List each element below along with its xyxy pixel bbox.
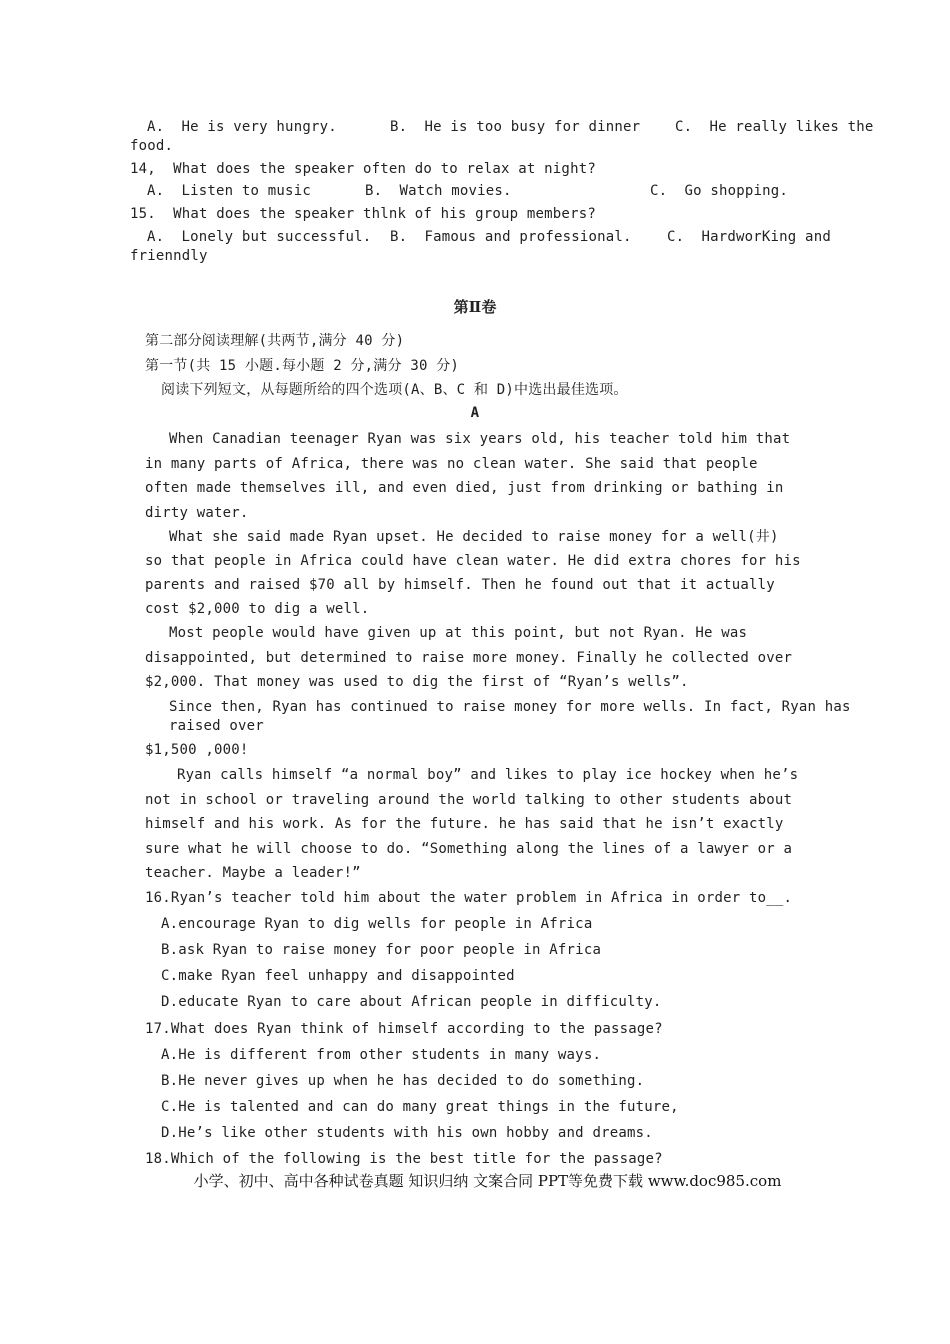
q14-option-b: B. Watch movies. [365, 183, 512, 199]
passage-line: dirty water. [145, 505, 249, 521]
option-text: He’s like other students with his own hobby and dreams. [178, 1125, 653, 1141]
passage-line: often made themselves ill, and even died, just from drinking or bathing in [145, 480, 784, 496]
question-16-option-a [161, 915, 592, 933]
passage-line: Since then, Ryan has continued to raise money for more wells. In fact, Ryan has [169, 699, 851, 715]
option-letter: D. [161, 1125, 179, 1141]
passage-line: in many parts of Africa, there was no clean water. She said that people [145, 456, 758, 472]
q13-option-c-continued: food. [130, 138, 174, 154]
option-letter: A. [161, 1047, 179, 1063]
q15-option-c: C. HardworKing and [667, 229, 831, 245]
q15-option-b: B. Famous and professional. [390, 229, 632, 245]
part2-instruction: 阅读下列短文，从每题所给的四个选项(A、B、C 和 D)中选出最佳选项。 [161, 382, 628, 398]
passage-line: raised over [169, 718, 264, 734]
option-letter: A. [161, 916, 179, 932]
passage-line: Most people would have given up at this point, but not Ryan. He was [169, 625, 748, 641]
option-letter: C. [161, 968, 179, 984]
passage-line: cost $2,000 to dig a well. [145, 601, 370, 617]
passage-line: disappointed, but determined to raise more money. Finally he collected over [145, 650, 793, 666]
option-text: ask Ryan to raise money for poor people in Africa [178, 942, 602, 958]
question-17-option-b [161, 1072, 644, 1090]
option-text: He never gives up when he has decided to do something. [178, 1073, 645, 1089]
passage-line: Ryan calls himself “a normal boy” and likes to play ice hockey when he’s [177, 767, 799, 783]
option-letter: B. [161, 942, 179, 958]
q15-question: 15. What does the speaker thlnk of his group members? [130, 206, 596, 222]
passage-line: parents and raised $70 all by himself. Then he found out that it actually [145, 577, 775, 593]
question-16-option-c [161, 967, 515, 985]
passage-line: not in school or traveling around the world talking to other students about [145, 792, 793, 808]
passage-line: sure what he will choose to do. “Something along the lines of a lawyer or a [145, 841, 793, 857]
passage-line: teacher. Maybe a leader!” [145, 865, 361, 881]
option-text: encourage Ryan to dig wells for people in Africa [178, 916, 593, 932]
q14-question: 14, What does the speaker often do to relax at night? [130, 161, 596, 177]
option-letter: D. [161, 994, 179, 1010]
question-17-option-d [161, 1124, 653, 1142]
option-letter: C. [161, 1099, 179, 1115]
q14-option-a: A. Listen to music [147, 183, 311, 199]
page-footer: 小学、初中、高中各种试卷真题 知识归纳 文案合同 PPT等免费下载 www.doc985.com [193, 1172, 782, 1190]
q13-option-c: C. He really likes the [675, 119, 874, 135]
option-text: He is talented and can do many great things in the future, [178, 1099, 679, 1115]
passage-line: so that people in Africa could have clean water. He did extra chores for his [145, 553, 801, 569]
question-16-option-d [161, 993, 661, 1011]
question-17-option-c [161, 1098, 679, 1116]
q14-option-c: C. Go shopping. [650, 183, 789, 199]
part2-title: 第二部分阅读理解(共两节,满分 40 分) [145, 333, 405, 349]
option-text: educate Ryan to care about African people in difficulty. [178, 994, 662, 1010]
q13-option-b: B. He is too busy for dinner [390, 119, 641, 135]
passage-line: $1,500 ,000! [145, 742, 249, 758]
passage-label: A [470, 405, 480, 421]
option-letter: B. [161, 1073, 179, 1089]
question-16-option-b [161, 941, 601, 959]
q15-option-c-continued: frienndly [130, 248, 208, 264]
passage-line: himself and his work. As for the future. he has said that he isn’t exactly [145, 816, 784, 832]
question-17-option-a [161, 1046, 601, 1064]
passage-line: When Canadian teenager Ryan was six years old, his teacher told him that [169, 431, 791, 447]
question-17-stem: 17.What does Ryan think of himself according to the passage? [145, 1021, 663, 1037]
passage-line: What she said made Ryan upset. He decided to raise money for a well(井) [169, 529, 779, 545]
passage-line: $2,000. That money was used to dig the first of “Ryan’s wells”. [145, 674, 689, 690]
question-18-stem: 18.Which of the following is the best title for the passage? [145, 1151, 663, 1167]
section-title: 第Ⅱ卷 [453, 298, 497, 316]
question-16-stem: 16.Ryan’s teacher told him about the water problem in Africa in order to__. [145, 890, 793, 906]
option-text: make Ryan feel unhappy and disappointed [178, 968, 515, 984]
q13-option-a: A. He is very hungry. [147, 119, 337, 135]
q15-option-a: A. Lonely but successful. [147, 229, 372, 245]
part2-section1: 第一节(共 15 小题.每小题 2 分,满分 30 分) [145, 358, 460, 374]
option-text: He is different from other students in many ways. [178, 1047, 602, 1063]
